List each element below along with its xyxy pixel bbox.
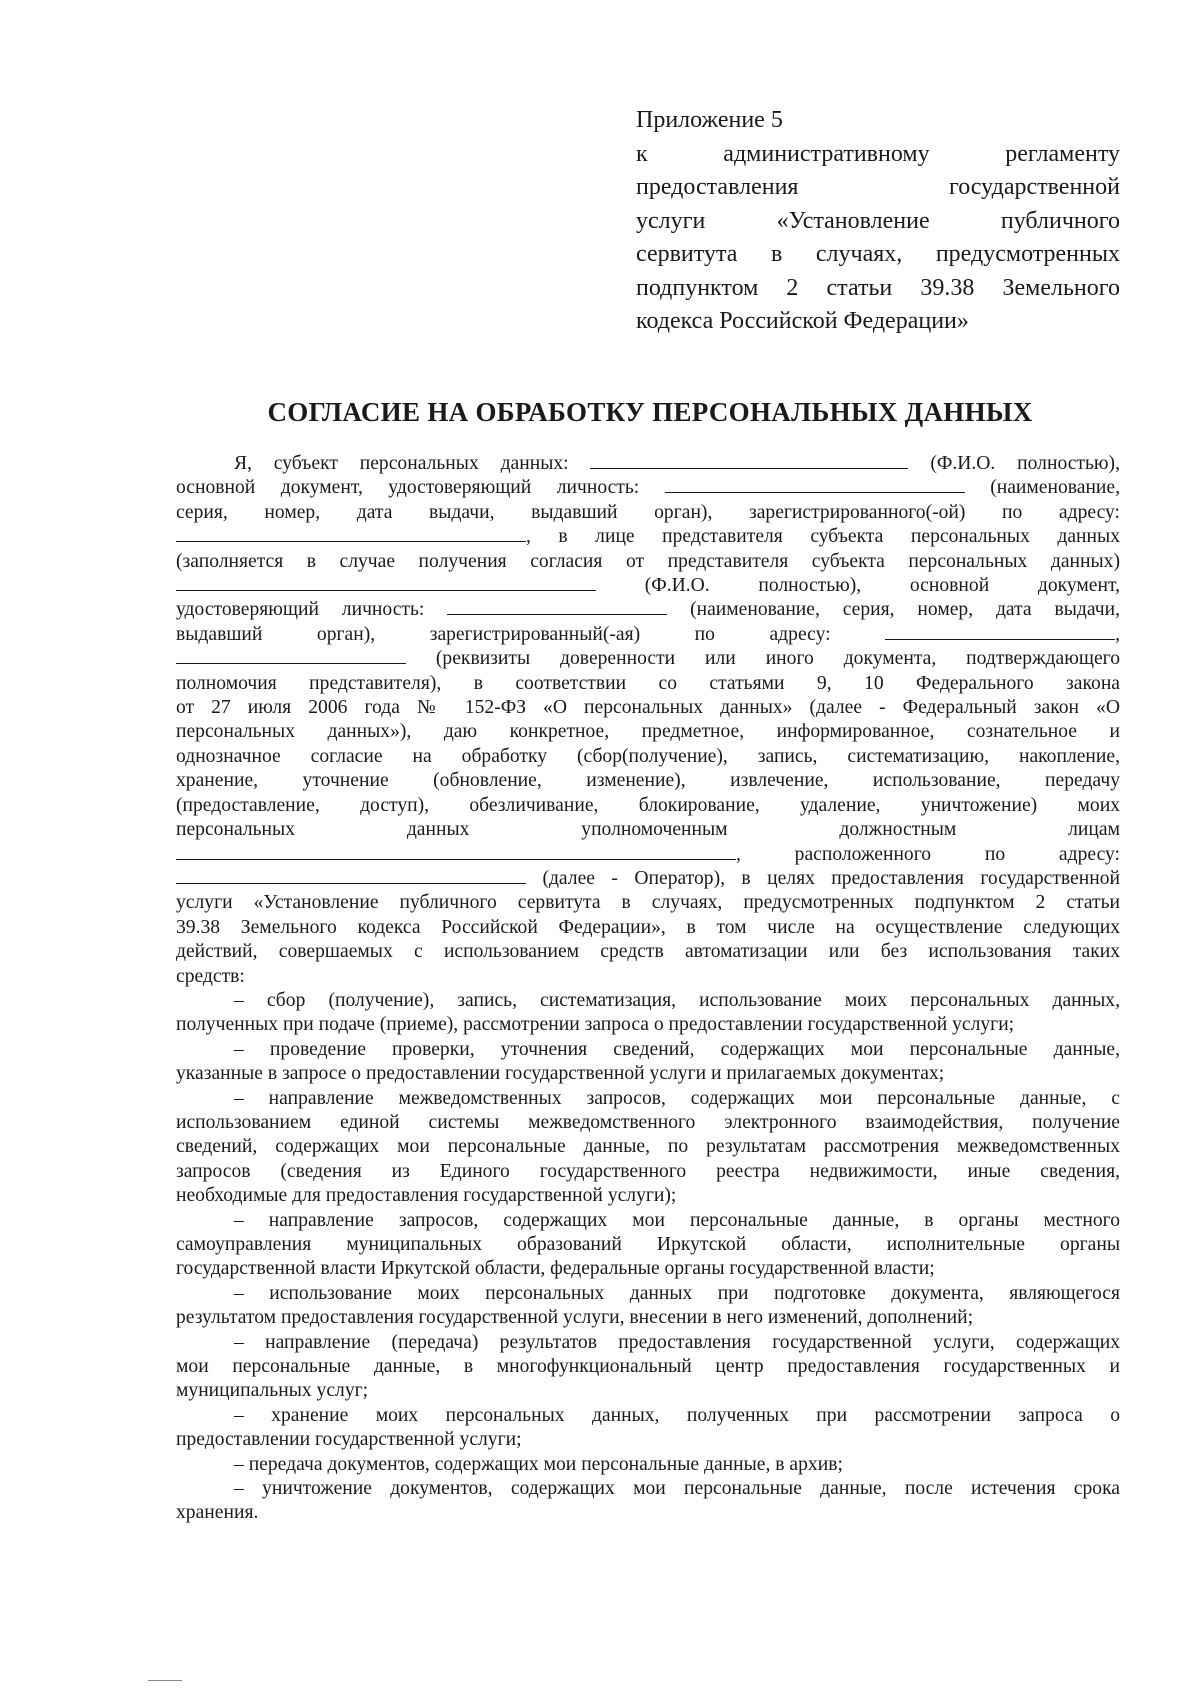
- consent-line: (реквизиты доверенности или иного документа, подтверждающего: [176, 647, 1120, 671]
- action-item-line: запросов (сведения из Единого государственного реестра недвижимости, иные сведения,: [176, 1160, 1120, 1182]
- action-item-line: – сбор (получение), запись, систематизация, использование моих персональных данных,: [234, 989, 1120, 1011]
- document-title: СОГЛАСИЕ НА ОБРАБОТКУ ПЕРСОНАЛЬНЫХ ДАННЫХ: [267, 397, 1033, 427]
- consent-line: персональных данных уполномоченным должностным лицам: [176, 819, 1120, 841]
- consent-line: услуги «Установление публичного сервитута в случаях, предусмотренных подпунктом 2 статьи: [176, 892, 1120, 914]
- action-item-line: предоставлении государственной услуги;: [176, 1429, 522, 1451]
- action-item: [176, 1331, 1120, 1404]
- representative-address-blank[interactable]: [885, 623, 1115, 640]
- representative-document-blank[interactable]: [447, 598, 667, 615]
- consent-line: 39.38 Земельного кодекса Российской Федерации», в том числе на осуществление следующих: [176, 916, 1120, 938]
- appendix-line: сервитута в случаях, предусмотренных: [636, 241, 1120, 267]
- action-item: [176, 989, 1120, 1038]
- consent-line: , в лице представителя субъекта персональных данных: [176, 525, 1120, 549]
- action-item-line: сведений, содержащих мои персональные данные, по результатам рассмотрения межведомственных: [176, 1136, 1120, 1158]
- consent-line: средств:: [176, 965, 245, 987]
- action-item: [176, 1453, 1120, 1477]
- fio-blank[interactable]: [590, 452, 908, 469]
- action-item-line: использованием единой системы межведомственного электронного взаимодействия, получение: [176, 1111, 1120, 1133]
- appendix-note: [636, 104, 1120, 339]
- action-item-line: – направление запросов, содержащих мои персональные данные, в органы местного: [234, 1209, 1120, 1231]
- action-item: [176, 1282, 1120, 1331]
- appendix-line: предоставления государственной: [636, 174, 1120, 200]
- appendix-line: услуги «Установление публичного: [636, 207, 1120, 234]
- action-item-line: указанные в запросе о предоставлении государственной услуги и прилагаемых документах;: [176, 1063, 945, 1085]
- consent-line: основной документ, удостоверяющий личность: (наименование,: [176, 477, 1121, 499]
- operator-name-blank[interactable]: [176, 843, 736, 860]
- action-item-line: государственной власти Иркутской области, федеральные органы государственной власти;: [176, 1258, 935, 1280]
- consent-line: удостоверяющий личность: (наименование, серия, номер, дата выдачи,: [176, 599, 1121, 621]
- consent-line: (заполняется в случае получения согласия от представителя субъекта персональных данных): [176, 550, 1120, 572]
- action-item-line: результатом предоставления государственной услуги, внесении в него изменений, дополнений;: [176, 1307, 974, 1329]
- action-item-line: – направление межведомственных запросов, содержащих мои персональные данные, с: [234, 1087, 1120, 1109]
- action-item-line: муниципальных услуг;: [176, 1380, 369, 1402]
- action-item-line: необходимые для предоставления государственной услуги);: [176, 1185, 677, 1207]
- consent-line: (Ф.И.О. полностью), основной документ,: [176, 574, 1120, 598]
- power-of-attorney-blank[interactable]: [176, 647, 406, 664]
- action-item-line: – использование моих персональных данных при подготовке документа, являющегося: [234, 1282, 1120, 1304]
- action-item-line: – направление (передача) результатов предоставления государственной услуги, содержащих: [234, 1331, 1120, 1353]
- action-item-line: – хранение моих персональных данных, полученных при рассмотрении запроса о: [234, 1404, 1120, 1426]
- consent-line: , расположенного по адресу:: [176, 843, 1120, 867]
- consent-line: выдавший орган), зарегистрированный(-ая) по адресу: ,: [176, 623, 1120, 645]
- action-item-line: полученных при подаче (приеме), рассмотрении запроса о предоставлении государственной услуги;: [176, 1014, 1015, 1036]
- consent-line: полномочия представителя), в соответствии со статьями 9, 10 Федерального закона: [176, 672, 1120, 694]
- representative-fio-blank[interactable]: [176, 574, 596, 591]
- consent-line: Я, субъект персональных данных: (Ф.И.О. полностью),: [234, 453, 1120, 474]
- appendix-line: к административному регламенту: [636, 140, 1120, 167]
- consent-line: серия, номер, дата выдачи, выдавший орган), зарегистрированного(-ой) по адресу:: [176, 501, 1120, 523]
- consent-line: (предоставление, доступ), обезличивание, блокирование, удаление, уничтожение) моих: [176, 794, 1120, 816]
- action-item-line: самоуправления муниципальных образований Иркутской области, исполнительные органы: [176, 1234, 1120, 1255]
- action-item-line: мои персональные данные, в многофункциональный центр предоставления государственных и: [176, 1356, 1120, 1378]
- action-item-line: – передача документов, содержащих мои персональные данные, в архив;: [234, 1453, 843, 1475]
- actions-list: [176, 989, 1120, 1526]
- operator-address-blank[interactable]: [176, 867, 526, 884]
- margin-mark: [148, 1680, 182, 1681]
- document-blank[interactable]: [665, 476, 965, 493]
- consent-line: от 27 июля 2006 года № 152-ФЗ «О персональных данных» (далее - Федеральный закон «О: [176, 697, 1120, 719]
- consent-line: однозначное согласие на обработку (сбор(получение), запись, систематизацию, накопление,: [176, 745, 1120, 767]
- consent-line: хранение, уточнение (обновление, изменение), извлечение, использование, передачу: [176, 770, 1120, 792]
- action-item-line: – уничтожение документов, содержащих мои персональные данные, после истечения срока: [234, 1478, 1120, 1500]
- action-item: [176, 1404, 1120, 1453]
- consent-line: (далее - Оператор), в целях предоставления государственной: [176, 867, 1120, 891]
- address-blank[interactable]: [176, 525, 526, 542]
- appendix-line: кодекса Российской Федерации»: [636, 308, 969, 334]
- consent-body: [176, 452, 1120, 1526]
- action-item: [176, 1477, 1120, 1526]
- action-item-line: хранения.: [176, 1502, 259, 1524]
- appendix-line: подпунктом 2 статьи 39.38 Земельного: [636, 274, 1120, 301]
- appendix-heading: Приложение 5: [636, 107, 783, 133]
- action-item: [176, 1087, 1120, 1209]
- action-item-line: – проведение проверки, уточнения сведений, содержащих мои персональные данные,: [234, 1038, 1120, 1060]
- action-item: [176, 1038, 1120, 1087]
- action-item: [176, 1209, 1120, 1282]
- consent-line: персональных данных»), даю конкретное, предметное, информированное, сознательное и: [176, 721, 1120, 743]
- consent-line: действий, совершаемых с использованием средств автоматизации или без использования таких: [176, 941, 1120, 963]
